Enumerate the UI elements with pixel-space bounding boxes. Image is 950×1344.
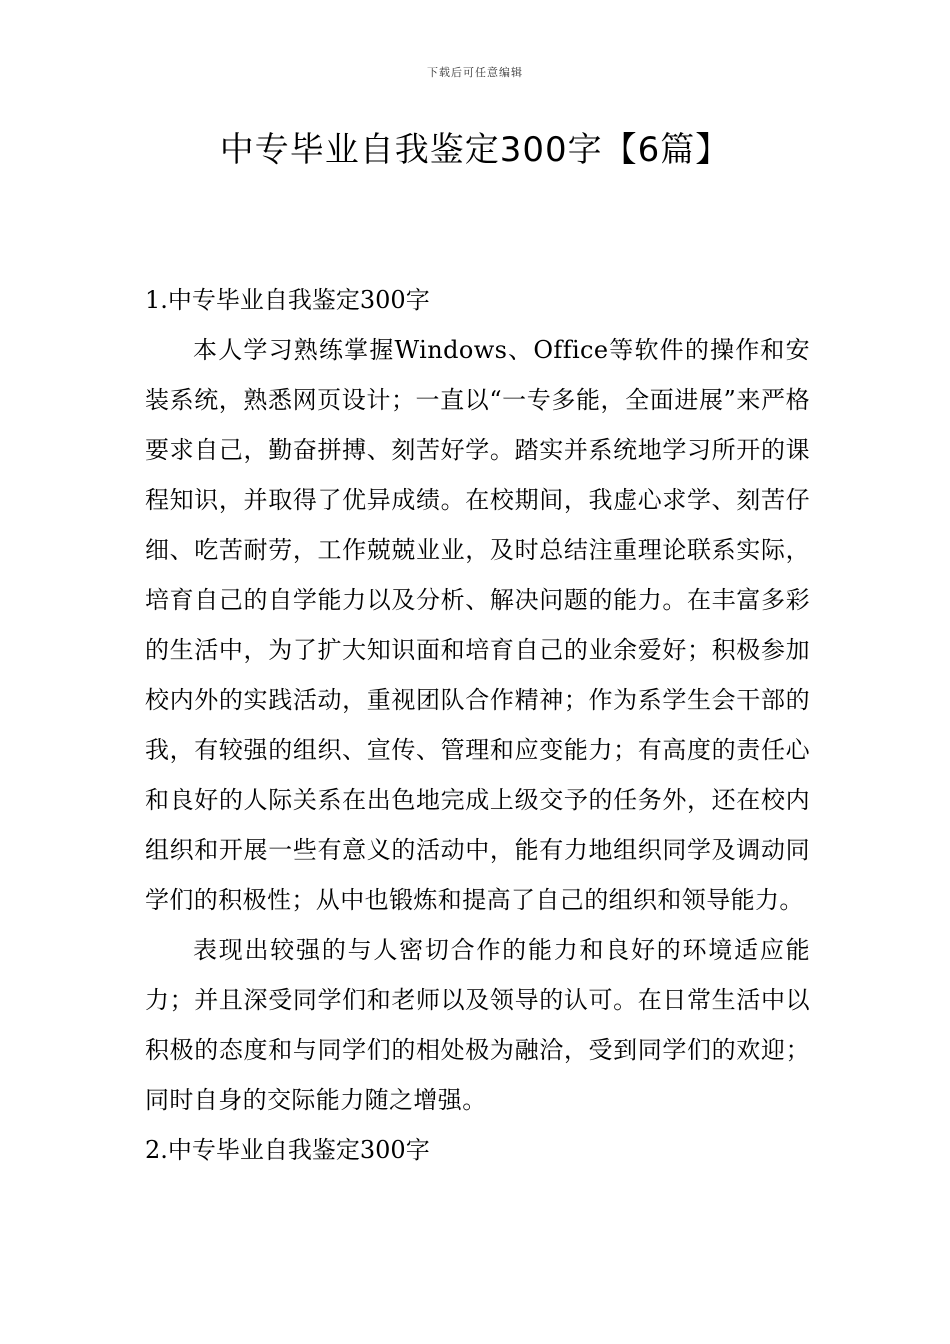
section-1-paragraph-1: 本人学习熟练掌握Windows、Office等软件的操作和安装系统，熟悉网页设计；一直以“一专多能，全面进展”来严格要求自己，勤奋拼搏、刻苦好学。踏实并系统地学习所开的课程知识，并取得了优异成绩。在校期间，我虚心求学、刻苦仔细、吃苦耐劳，工作兢兢业业，及时总结注重理论联系实际，培育自己的自学能力以及分析、解决问题的能力。在丰富多彩的生活中，为了扩大知识面和培育自己的业余爱好；积极参加校内外的实践活动，重视团队合作精神；作为系学生会干部的我，有较强的组织、宣传、管理和应变能力；有高度的责任心和良好的人际关系在出色地完成上级交予的任务外，还在校内组织和开展一些有意义的活动中，能有力地组织同学及调动同学们的积极性；从中也锻炼和提高了自己的组织和领导能力。 (145, 336, 810, 914)
document-body (145, 275, 810, 1175)
document-title: 中专毕业自我鉴定300字【6篇】 (219, 130, 731, 170)
header-note: 下载后可任意编辑 (427, 66, 523, 79)
section-1-paragraph-2: 表现出较强的与人密切合作的能力和良好的环境适应能力；并且深受同学们和老师以及领导的认可。在日常生活中以积极的态度和与同学们的相处极为融洽，受到同学们的欢迎；同时自身的交际能力随之增强。 (145, 936, 810, 1114)
section-heading-1: 1.中专毕业自我鉴定300字 (145, 286, 430, 314)
section-heading-2: 2.中专毕业自我鉴定300字 (145, 1136, 430, 1164)
